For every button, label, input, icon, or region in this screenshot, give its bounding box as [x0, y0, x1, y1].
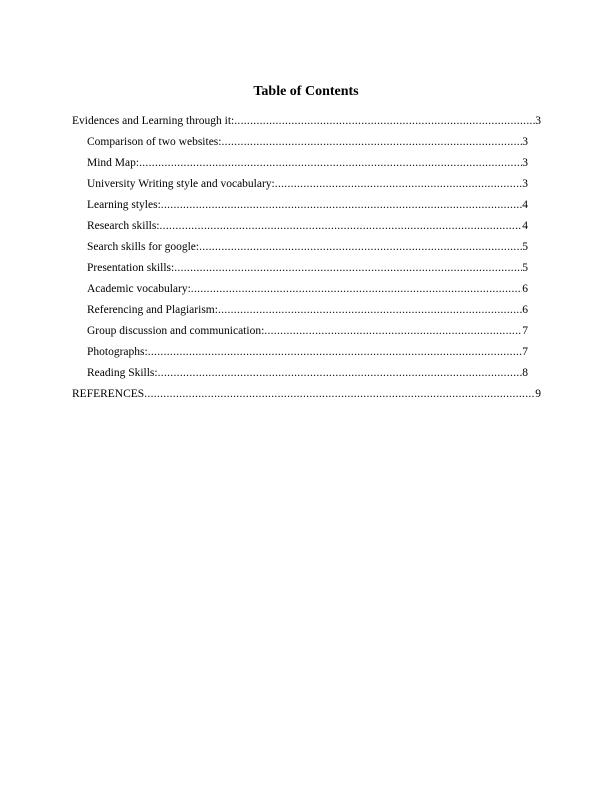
toc-leader-dots [160, 219, 523, 233]
toc-entry-mind-map[interactable] [72, 156, 528, 177]
toc-entry-comparison-websites[interactable] [72, 135, 528, 156]
toc-entry-learning-styles[interactable] [72, 198, 528, 219]
toc-leader-dots [139, 156, 522, 170]
toc-leader-dots [144, 387, 535, 401]
toc-leader-dots [191, 282, 522, 296]
toc-entry-page: 5 [522, 262, 528, 274]
toc-entry-page: 5 [522, 241, 528, 253]
toc-entry-reading-skills[interactable] [72, 366, 528, 387]
toc-entry-page: 4 [522, 220, 528, 232]
toc-entry-page: 7 [522, 346, 528, 358]
toc-title: Table of Contents [253, 84, 359, 99]
toc-entry-page: 6 [522, 304, 528, 316]
toc-leader-dots [158, 366, 523, 380]
toc-entry-presentation-skills[interactable] [72, 261, 528, 282]
toc-entry-label: Search skills for google: [87, 241, 200, 253]
toc-entry-referencing[interactable] [72, 303, 528, 324]
toc-entry-page: 4 [522, 199, 528, 211]
toc-entry-evidences[interactable] [72, 114, 541, 135]
toc-entry-page: 3 [522, 157, 528, 169]
toc-entry-page: 9 [535, 388, 541, 400]
toc-entry-references[interactable] [72, 387, 541, 408]
toc-entry-group-discussion[interactable] [72, 324, 528, 345]
toc-entry-page: 6 [522, 283, 528, 295]
toc-entry-page: 7 [522, 325, 528, 337]
toc-entry-academic-vocabulary[interactable] [72, 282, 528, 303]
toc-entry-label: Reading Skills: [87, 367, 158, 379]
toc-entry-writing-style[interactable] [72, 177, 528, 198]
toc-leader-dots [221, 135, 522, 149]
toc-entry-label: Academic vocabulary: [87, 283, 191, 295]
toc-entry-label: Learning styles: [87, 199, 161, 211]
toc-entry-label: Presentation skills: [87, 262, 175, 274]
toc-entry-page: 3 [522, 136, 528, 148]
toc-entry-research-skills[interactable] [72, 219, 528, 240]
toc-leader-dots [264, 324, 522, 338]
toc-leader-dots [174, 261, 522, 275]
toc-entry-page: 3 [535, 115, 541, 127]
toc-entry-label: Photographs: [87, 346, 148, 358]
toc-leader-dots [161, 198, 522, 212]
toc-list [72, 114, 542, 408]
toc-entry-page: 3 [522, 178, 528, 190]
toc-entry-label: Mind Map: [87, 157, 140, 169]
toc-entry-photographs[interactable] [72, 345, 528, 366]
toc-leader-dots [275, 177, 522, 191]
toc-leader-dots [218, 303, 522, 317]
toc-entry-label: Group discussion and communication: [87, 325, 265, 337]
toc-entry-label: Referencing and Plagiarism: [87, 304, 218, 316]
toc-entry-search-skills[interactable] [72, 240, 528, 261]
toc-entry-page: 8 [522, 367, 528, 379]
toc-entry-label: University Writing style and vocabulary: [87, 178, 275, 190]
toc-entry-label: Evidences and Learning through it: [72, 115, 235, 127]
toc-leader-dots [148, 345, 523, 359]
toc-entry-label: REFERENCES [72, 388, 145, 400]
toc-entry-label: Comparison of two websites: [87, 136, 222, 148]
toc-leader-dots [234, 114, 535, 128]
toc-leader-dots [199, 240, 522, 254]
toc-entry-label: Research skills: [87, 220, 160, 232]
